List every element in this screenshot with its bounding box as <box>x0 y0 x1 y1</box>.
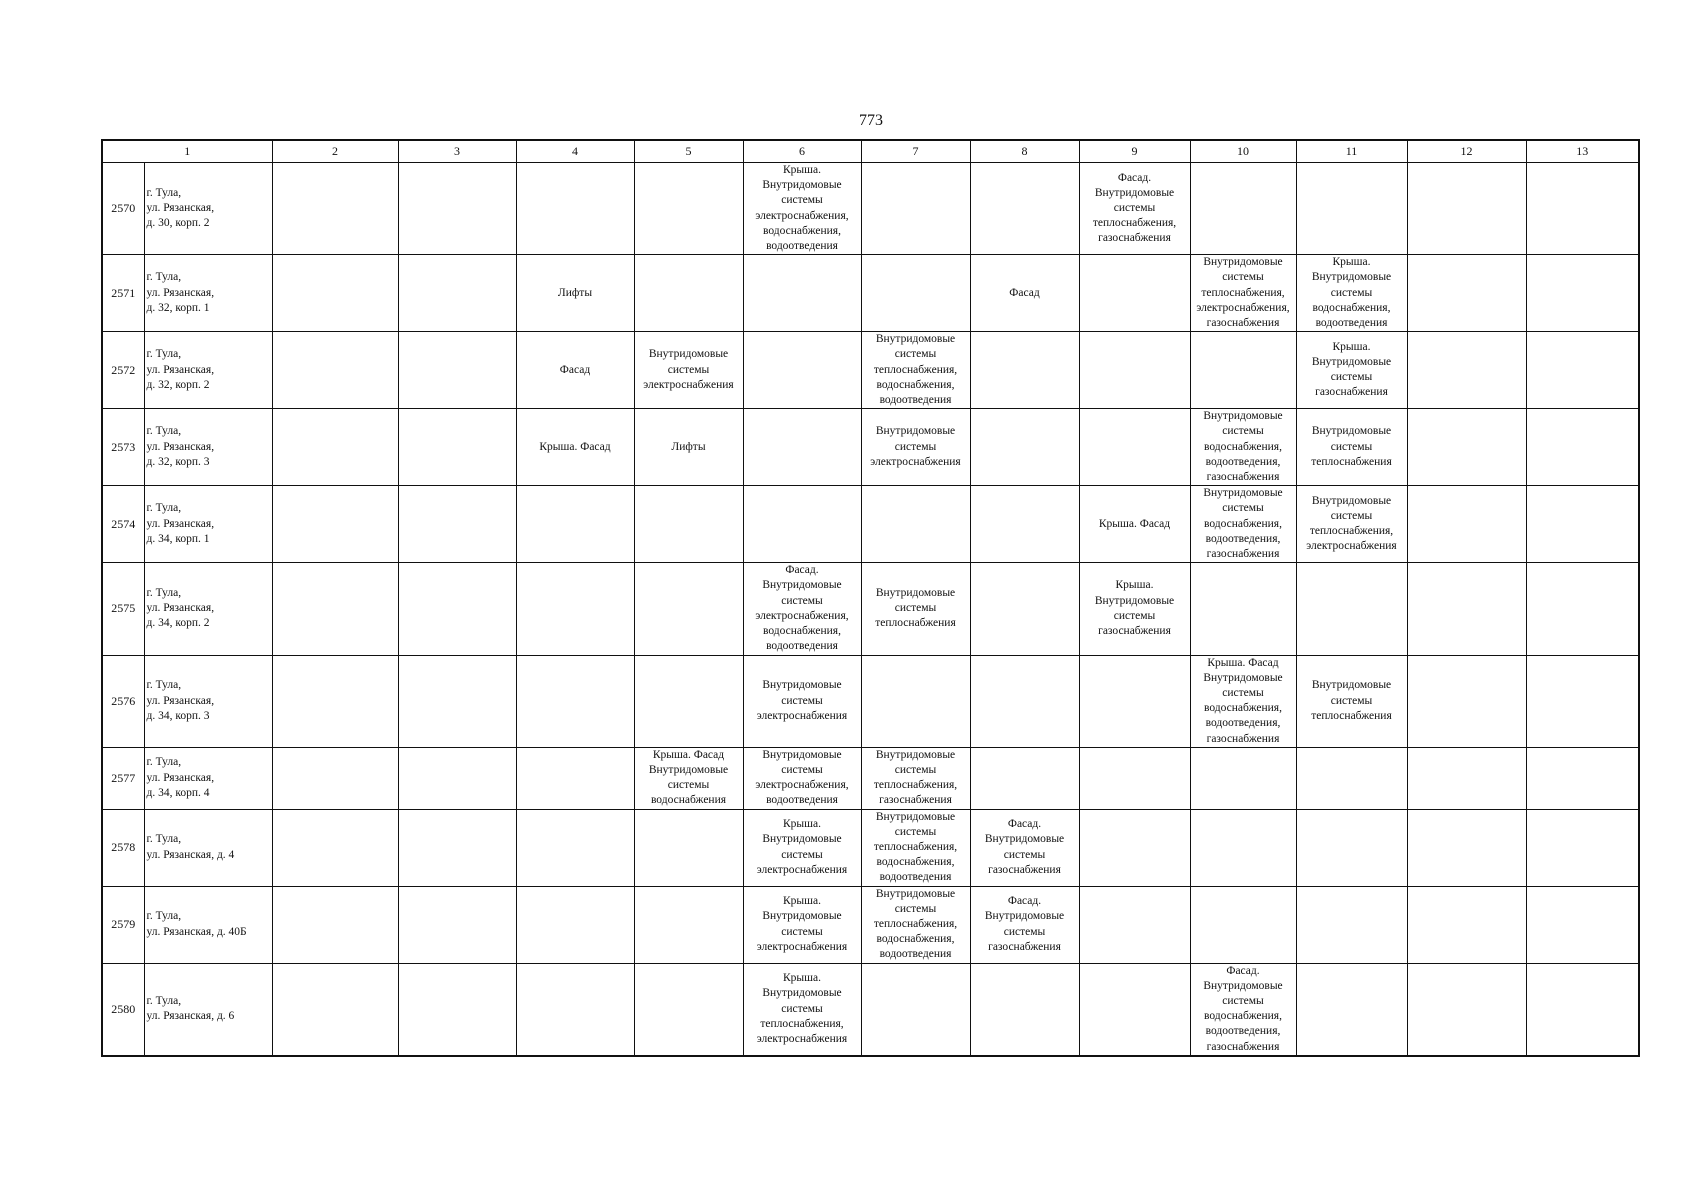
table-row <box>102 655 1639 747</box>
column-header: 6 <box>743 140 861 163</box>
work-cell <box>970 409 1079 486</box>
column-header: 5 <box>634 140 743 163</box>
work-cell <box>743 747 861 809</box>
work-cell <box>516 563 634 655</box>
address-cell <box>144 886 272 963</box>
column-header: 2 <box>272 140 398 163</box>
work-cell <box>1407 563 1526 655</box>
work-text: Внутридомовые системы водоснабжения, водоотведения, газоснабжения <box>1203 487 1283 561</box>
table-body <box>102 140 1639 1056</box>
work-text: Фасад <box>1009 286 1040 299</box>
work-cell <box>1526 809 1639 886</box>
work-cell <box>743 563 861 655</box>
column-header: 10 <box>1190 140 1296 163</box>
work-cell <box>743 163 861 255</box>
address-cell <box>144 809 272 886</box>
work-text: Фасад. Внутридомовые системы газоснабжения <box>984 818 1065 876</box>
work-cell <box>1190 747 1296 809</box>
work-cell <box>861 163 970 255</box>
work-cell <box>1296 332 1407 409</box>
row-number: 2574 <box>102 486 144 563</box>
address-line: ул. Рязанская, <box>146 286 215 299</box>
address-line: д. 30, корп. 2 <box>146 217 210 230</box>
work-cell <box>398 655 516 747</box>
column-header: 3 <box>398 140 516 163</box>
work-cell <box>1079 255 1190 332</box>
address-cell <box>144 563 272 655</box>
work-cell <box>516 963 634 1056</box>
work-text: Крыша. Внутридомовые системы водоснабжения, водоотведения <box>1311 256 1392 330</box>
work-cell <box>634 332 743 409</box>
work-cell <box>1296 886 1407 963</box>
work-cell <box>861 747 970 809</box>
work-cell <box>1079 655 1190 747</box>
address-line: г. Тула, <box>146 425 182 438</box>
work-cell <box>272 963 398 1056</box>
row-number: 2576 <box>102 655 144 747</box>
work-cell <box>272 409 398 486</box>
column-header: 9 <box>1079 140 1190 163</box>
address-line: ул. Рязанская, <box>146 363 215 376</box>
work-cell <box>398 332 516 409</box>
work-cell <box>634 486 743 563</box>
work-cell <box>970 747 1079 809</box>
work-cell <box>861 809 970 886</box>
address-line: ул. Рязанская, <box>146 517 215 530</box>
address-cell <box>144 655 272 747</box>
work-cell <box>516 332 634 409</box>
row-number: 2577 <box>102 747 144 809</box>
address-line: г. Тула, <box>146 502 182 515</box>
work-cell <box>1079 809 1190 886</box>
work-cell <box>1296 747 1407 809</box>
address-line: ул. Рязанская, <box>146 694 215 707</box>
work-cell <box>1079 409 1190 486</box>
address-cell <box>144 486 272 563</box>
work-text: Крыша. Внутридомовые системы электроснабжения, водоснабжения, водоотведения <box>755 164 849 253</box>
work-cell <box>1296 409 1407 486</box>
work-cell <box>1407 163 1526 255</box>
work-cell <box>634 747 743 809</box>
work-cell <box>1526 655 1639 747</box>
address-line: д. 32, корп. 1 <box>146 301 210 314</box>
address-line: ул. Рязанская, <box>146 440 215 453</box>
work-text: Лифты <box>557 286 593 299</box>
work-text: Крыша. Фасад <box>539 440 611 453</box>
table-row <box>102 486 1639 563</box>
work-cell <box>970 655 1079 747</box>
work-cell <box>861 332 970 409</box>
work-cell <box>743 655 861 747</box>
work-cell <box>1190 563 1296 655</box>
table-row <box>102 163 1639 255</box>
work-text: Внутридомовые системы теплоснабжения, водоснабжения, водоотведения <box>873 333 958 407</box>
work-text: Крыша. Фасад Внутридомовые системы водоснабжения <box>648 748 729 807</box>
work-cell <box>861 563 970 655</box>
address-line: г. Тула, <box>146 679 182 692</box>
work-cell <box>1296 255 1407 332</box>
work-text: Фасад. Внутридомовые системы теплоснабжения, газоснабжения <box>1092 171 1177 245</box>
work-cell <box>272 486 398 563</box>
address-cell <box>144 163 272 255</box>
work-cell <box>516 747 634 809</box>
work-text: Внутридомовые системы теплоснабжения, газоснабжения <box>873 748 958 807</box>
work-cell <box>1079 163 1190 255</box>
work-cell <box>272 809 398 886</box>
work-cell <box>398 747 516 809</box>
work-cell <box>743 486 861 563</box>
work-text: Крыша. Фасад Внутридомовые системы водоснабжения, водоотведения, газоснабжения <box>1203 656 1283 745</box>
work-cell <box>1526 747 1639 809</box>
row-number: 2578 <box>102 809 144 886</box>
work-cell <box>970 963 1079 1056</box>
column-header: 1 <box>102 140 272 163</box>
work-cell <box>861 886 970 963</box>
work-text: Внутридомовые системы электроснабжения, водоотведения <box>755 748 849 807</box>
work-text: Фасад. Внутридомовые системы водоснабжения, водоотведения, газоснабжения <box>1203 964 1283 1053</box>
work-cell <box>1407 747 1526 809</box>
work-cell <box>1296 655 1407 747</box>
work-cell <box>1296 963 1407 1056</box>
work-text: Внутридомовые системы электроснабжения <box>870 425 961 468</box>
work-cell <box>516 163 634 255</box>
work-text: Внутридомовые системы теплоснабжения, водоснабжения, водоотведения <box>873 887 958 961</box>
work-cell <box>1407 809 1526 886</box>
work-cell <box>1296 563 1407 655</box>
work-cell <box>272 255 398 332</box>
work-cell <box>634 809 743 886</box>
work-cell <box>272 332 398 409</box>
work-cell <box>861 255 970 332</box>
work-cell <box>272 563 398 655</box>
table-row <box>102 809 1639 886</box>
work-text: Внутридомовые системы электроснабжения <box>643 348 734 391</box>
work-cell <box>516 486 634 563</box>
address-cell <box>144 963 272 1056</box>
row-number: 2580 <box>102 963 144 1056</box>
address-line: г. Тула, <box>146 994 182 1007</box>
work-cell <box>1079 486 1190 563</box>
work-cell <box>1190 255 1296 332</box>
address-line: ул. Рязанская, <box>146 202 215 214</box>
work-cell <box>1079 963 1190 1056</box>
work-text: Крыша. Внутридомовые системы электроснабжения <box>756 895 848 953</box>
work-text: Внутридомовые системы теплоснабжения <box>1311 425 1392 468</box>
work-cell <box>1190 486 1296 563</box>
work-cell <box>398 809 516 886</box>
work-cell <box>634 163 743 255</box>
table-row <box>102 963 1639 1056</box>
address-line: г. Тула, <box>146 910 182 923</box>
address-line: д. 34, корп. 3 <box>146 709 210 722</box>
header-row <box>102 140 1639 163</box>
work-cell <box>970 255 1079 332</box>
address-line: ул. Рязанская, <box>146 771 215 784</box>
work-cell <box>861 486 970 563</box>
address-line: г. Тула, <box>146 833 182 846</box>
work-cell <box>743 409 861 486</box>
work-cell <box>861 409 970 486</box>
address-line: г. Тула, <box>146 348 182 361</box>
row-number: 2579 <box>102 886 144 963</box>
work-cell <box>398 563 516 655</box>
row-number: 2570 <box>102 163 144 255</box>
address-line: д. 32, корп. 3 <box>146 455 210 468</box>
work-cell <box>743 963 861 1056</box>
work-text: Внутридомовые системы водоснабжения, водоотведения, газоснабжения <box>1203 410 1283 484</box>
work-cell <box>1190 163 1296 255</box>
work-cell <box>516 655 634 747</box>
work-cell <box>743 332 861 409</box>
address-line: д. 34, корп. 4 <box>146 786 210 799</box>
work-cell <box>970 332 1079 409</box>
work-cell <box>272 747 398 809</box>
work-cell <box>272 163 398 255</box>
column-header: 13 <box>1526 140 1639 163</box>
address-line: г. Тула, <box>146 186 182 199</box>
work-cell <box>398 409 516 486</box>
column-header: 11 <box>1296 140 1407 163</box>
housing-repair-table <box>101 139 1640 1057</box>
work-cell <box>1526 563 1639 655</box>
work-cell <box>743 255 861 332</box>
address-cell <box>144 409 272 486</box>
work-cell <box>634 886 743 963</box>
work-cell <box>1526 163 1639 255</box>
work-cell <box>970 486 1079 563</box>
row-number: 2572 <box>102 332 144 409</box>
work-cell <box>634 409 743 486</box>
work-cell <box>1526 332 1639 409</box>
work-cell <box>970 563 1079 655</box>
work-cell <box>634 255 743 332</box>
work-cell <box>1190 809 1296 886</box>
address-cell <box>144 332 272 409</box>
work-cell <box>1526 255 1639 332</box>
work-cell <box>398 963 516 1056</box>
work-text: Фасад. Внутридомовые системы электроснабжения, водоснабжения, водоотведения <box>755 564 849 653</box>
work-text: Фасад. Внутридомовые системы газоснабжения <box>984 895 1065 953</box>
work-cell <box>1079 886 1190 963</box>
work-cell <box>1190 409 1296 486</box>
table-row <box>102 563 1639 655</box>
address-line: ул. Рязанская, <box>146 602 215 615</box>
work-cell <box>272 886 398 963</box>
work-text: Внутридомовые системы теплоснабжения, водоснабжения, водоотведения <box>873 810 958 884</box>
work-cell <box>1296 486 1407 563</box>
work-text: Крыша. Внутридомовые системы газоснабжения <box>1094 579 1175 638</box>
address-line: г. Тула, <box>146 587 182 600</box>
work-cell <box>970 163 1079 255</box>
work-text: Внутридомовые системы теплоснабжения, электроснабжения <box>1306 494 1397 553</box>
table-row <box>102 409 1639 486</box>
address-line: ул. Рязанская, д. 6 <box>146 1010 235 1023</box>
work-text: Крыша. Внутридомовые системы электроснабжения <box>756 818 848 876</box>
work-cell <box>743 886 861 963</box>
work-cell <box>1190 332 1296 409</box>
address-line: ул. Рязанская, д. 4 <box>146 848 235 861</box>
work-cell <box>1296 163 1407 255</box>
column-header: 12 <box>1407 140 1526 163</box>
work-cell <box>1407 886 1526 963</box>
work-cell <box>1407 486 1526 563</box>
work-cell <box>1407 332 1526 409</box>
table-row <box>102 332 1639 409</box>
work-text: Внутридомовые системы теплоснабжения <box>1311 679 1392 722</box>
work-cell <box>1526 886 1639 963</box>
work-cell <box>743 809 861 886</box>
work-text: Крыша. Внутридомовые системы теплоснабжения, электроснабжения <box>756 972 848 1045</box>
work-cell <box>970 886 1079 963</box>
work-text: Крыша. Внутридомовые системы газоснабжения <box>1311 340 1392 399</box>
work-cell <box>272 655 398 747</box>
work-cell <box>516 886 634 963</box>
work-cell <box>1526 486 1639 563</box>
work-cell <box>1079 747 1190 809</box>
address-line: д. 34, корп. 1 <box>146 532 210 545</box>
work-cell <box>634 963 743 1056</box>
work-cell <box>1190 886 1296 963</box>
work-cell <box>1190 963 1296 1056</box>
work-cell <box>861 655 970 747</box>
address-cell <box>144 747 272 809</box>
column-header: 4 <box>516 140 634 163</box>
table-row <box>102 747 1639 809</box>
work-text: Внутридомовые системы теплоснабжения <box>875 587 956 630</box>
row-number: 2575 <box>102 563 144 655</box>
work-cell <box>1079 563 1190 655</box>
work-text: Внутридомовые системы электроснабжения <box>756 679 848 722</box>
table-row <box>102 255 1639 332</box>
work-text: Крыша. Фасад <box>1098 517 1171 530</box>
work-text: Внутридомовые системы теплоснабжения, электроснабжения, газоснабжения <box>1196 256 1290 330</box>
work-cell <box>1296 809 1407 886</box>
address-line: ул. Рязанская, д. 40Б <box>146 925 247 938</box>
page-number: 773 <box>859 112 883 129</box>
work-text: Лифты <box>671 440 706 453</box>
column-header: 7 <box>861 140 970 163</box>
row-number: 2573 <box>102 409 144 486</box>
work-cell <box>1526 409 1639 486</box>
work-cell <box>516 809 634 886</box>
work-cell <box>1407 255 1526 332</box>
work-cell <box>1407 963 1526 1056</box>
work-cell <box>1407 655 1526 747</box>
work-cell <box>970 809 1079 886</box>
work-cell <box>1407 409 1526 486</box>
address-line: д. 34, корп. 2 <box>146 617 210 630</box>
row-number: 2571 <box>102 255 144 332</box>
column-header: 8 <box>970 140 1079 163</box>
work-cell <box>398 486 516 563</box>
address-line: г. Тула, <box>146 271 182 284</box>
work-cell <box>398 886 516 963</box>
work-cell <box>1190 655 1296 747</box>
address-cell <box>144 255 272 332</box>
address-line: д. 32, корп. 2 <box>146 378 210 391</box>
work-text: Фасад <box>559 363 591 376</box>
work-cell <box>398 163 516 255</box>
work-cell <box>634 563 743 655</box>
work-cell <box>634 655 743 747</box>
work-cell <box>516 409 634 486</box>
address-line: г. Тула, <box>146 756 182 769</box>
work-cell <box>1079 332 1190 409</box>
table-row <box>102 886 1639 963</box>
work-cell <box>516 255 634 332</box>
work-cell <box>1526 963 1639 1056</box>
work-cell <box>398 255 516 332</box>
work-cell <box>861 963 970 1056</box>
